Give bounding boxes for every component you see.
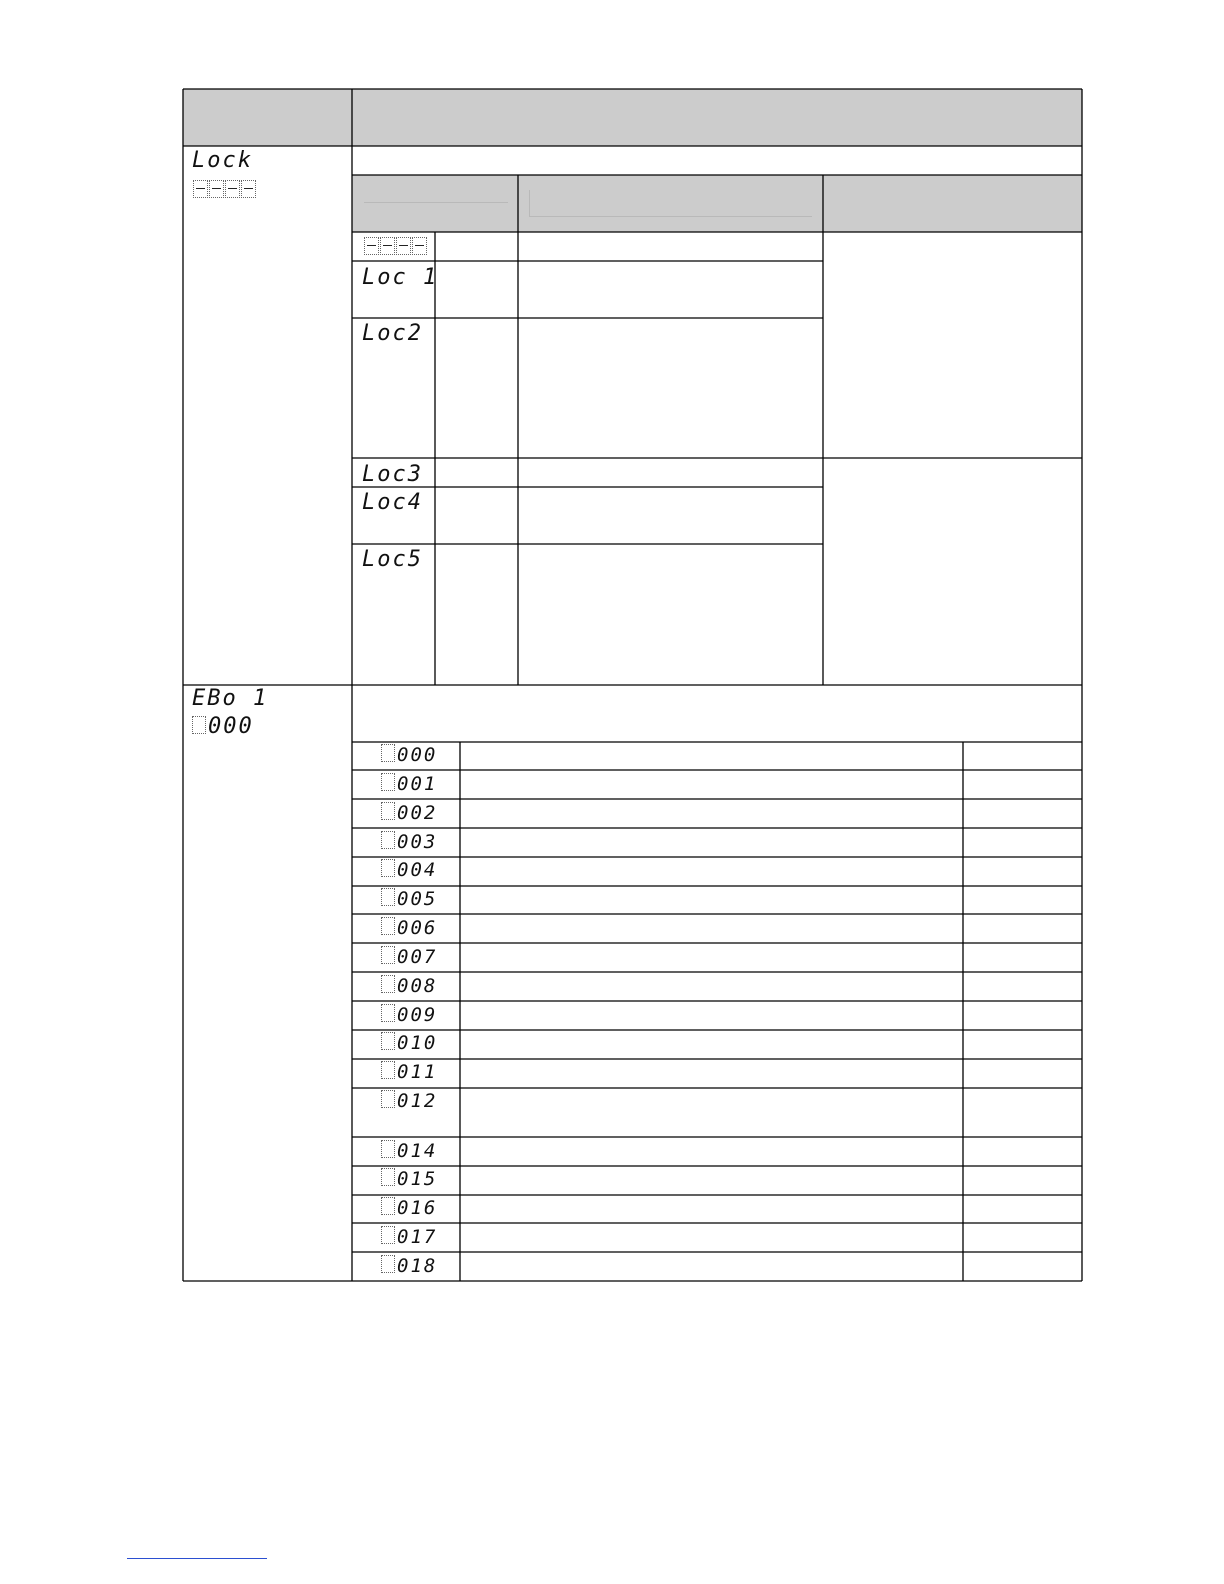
blank-digit-icon	[381, 1197, 395, 1215]
ebo-value-row: 016	[381, 1197, 437, 1219]
ebo-value-row: 005	[381, 888, 437, 910]
blank-digit-icon	[381, 859, 395, 877]
blank-digit-icon	[381, 917, 395, 935]
blank-digit-icon	[381, 1032, 395, 1050]
ebo-value-row: 009	[381, 1004, 437, 1026]
lock-option-code-5: Loc5	[362, 547, 423, 572]
ebo-value-row: 004	[381, 859, 437, 881]
blank-digit-icon	[381, 1168, 395, 1186]
lock-option-code-1: Loc 1	[362, 265, 439, 290]
blank-digit-icon	[381, 802, 395, 820]
ebo-value-row: 014	[381, 1140, 437, 1162]
blank-digit-icon	[381, 1255, 395, 1273]
blank-digit-icon	[381, 1140, 395, 1158]
ebo-value-row: 008	[381, 975, 437, 997]
blank-digit-icon	[381, 975, 395, 993]
footer-link-underline[interactable]	[127, 1558, 267, 1559]
lock-option-code-2: Loc2	[362, 321, 423, 346]
ebo-value-row: 001	[381, 773, 437, 795]
lock-option-dashes	[364, 237, 427, 255]
ebo-value-row: 011	[381, 1061, 437, 1083]
blank-digit-icon	[381, 888, 395, 906]
ebo-value-row: 007	[381, 946, 437, 968]
ebo-default-digits: 000	[208, 714, 254, 739]
blank-digit-icon	[381, 773, 395, 791]
ebo-value-row: 012	[381, 1090, 437, 1112]
blank-digit-icon	[381, 831, 395, 849]
blank-digit-icon	[381, 1226, 395, 1244]
ebo-value-row: 002	[381, 802, 437, 824]
blank-digit-icon	[381, 1090, 395, 1108]
ebo-value-row: 003	[381, 831, 437, 853]
blank-digit-icon	[381, 1004, 395, 1022]
blank-digit-icon	[381, 946, 395, 964]
blank-digit-icon	[381, 744, 395, 762]
ebo-value-row: 000	[381, 744, 437, 766]
ebo-value-row: 010	[381, 1032, 437, 1054]
lock-option-code-4: Loc4	[362, 490, 423, 515]
lock-default-dashes	[193, 180, 256, 198]
ebo-default-value	[192, 714, 254, 739]
lock-option-code-3: Loc3	[362, 462, 423, 487]
ebo-param-code: EBo 1	[192, 686, 269, 711]
ebo-value-row: 018	[381, 1255, 437, 1277]
lock-param-code: Lock	[192, 148, 253, 173]
ebo-value-row: 015	[381, 1168, 437, 1190]
ebo-value-row: 006	[381, 917, 437, 939]
blank-digit-icon	[192, 716, 206, 734]
ebo-value-row: 017	[381, 1226, 437, 1248]
blank-digit-icon	[381, 1061, 395, 1079]
